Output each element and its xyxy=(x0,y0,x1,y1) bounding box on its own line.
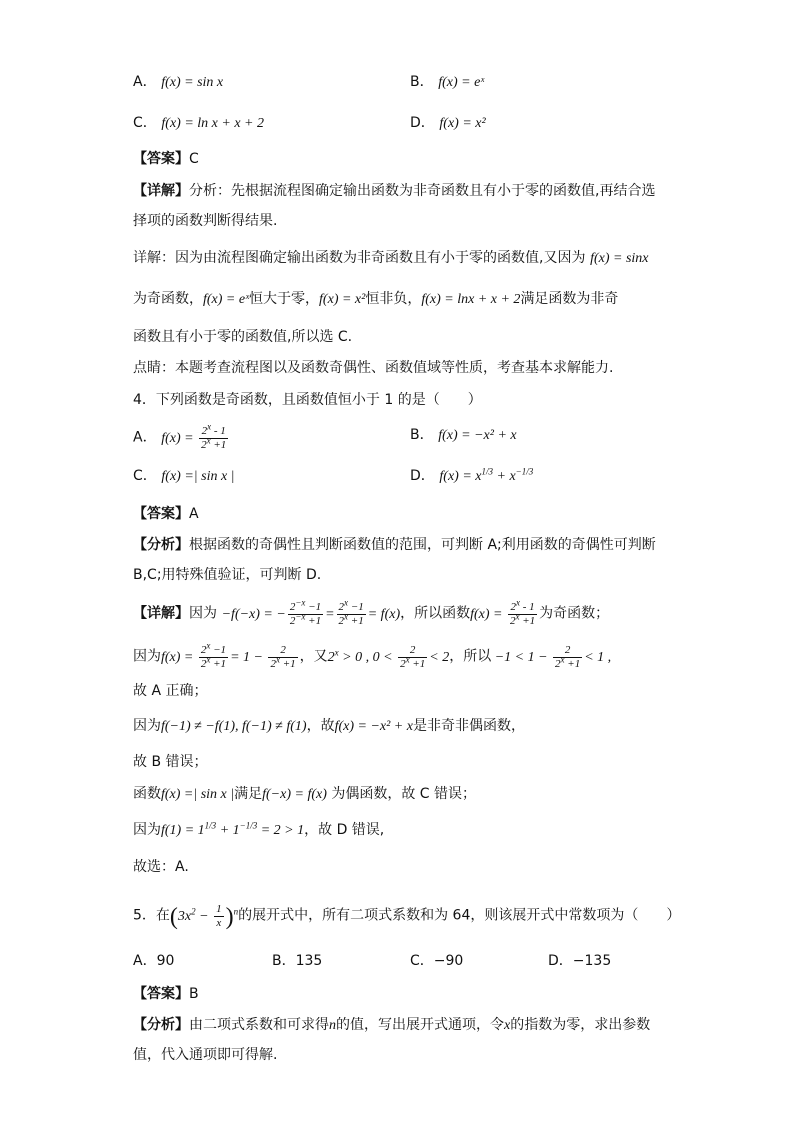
q4-option-d-expr: $f(x) = x^{1/3} + x^{-1/3}$ xyxy=(439,466,534,484)
q5-analysis-line1: 【分析】由二项式系数和可求得n的值，写出展开式通项，令x的指数为零，求出参数 xyxy=(133,1017,651,1033)
q3-option-b-expr: f(x) = eˣ xyxy=(438,75,485,90)
q3-option-d-expr: f(x) = x² xyxy=(439,116,486,131)
q4-detail-line3: 故 A 正确； xyxy=(133,683,208,699)
q4-analysis-line2: B,C;用特殊值验证，可判断 D. xyxy=(133,567,322,583)
q4-option-a: A． f(x) = $\frac{2^x - 1}{2^x +1}$ xyxy=(133,425,230,452)
q3-option-c: C． f(x) = ln x + x + 2 xyxy=(133,115,264,131)
q3-detail-line6: 点睛：本题考查流程图以及函数奇偶性、函数值域等性质，考查基本求解能力. xyxy=(133,360,614,376)
q3-option-a-expr: f(x) = sin x xyxy=(161,75,224,90)
q4-detail-line1: 【详解】因为 −f(−x) = − $\frac{2^{-x} -1}{2^{-x} +1}$ = $\frac{2^x -1}{2^x +1}$ = f(x)，所以函数f(x) = $\frac{2^x - 1}{2^x +1}$ 为奇函数； xyxy=(133,597,610,627)
q4-option-c-expr: f(x) =| sin x | xyxy=(161,469,235,484)
q4-stem: 4．下列函数是奇函数，且函数值恒小于 1 的是（ ） xyxy=(133,392,482,408)
q4-option-d: D． $f(x) = x^{1/3} + x^{-1/3}$ xyxy=(410,466,534,484)
q4-detail-line7: 因为$f(1) = 1^{1/3} + 1^{-1/3} = 2 > 1$，故 D 错误, xyxy=(133,820,385,838)
q4-detail-line2: 因为f(x) = $\frac{2^x -1}{2^x +1}$ = 1 − $\frac{2}{2^x +1}$ ，又$2^x > 0$ , 0 < $\frac{2}{2^x +1}$ < 2，所以 −1 < 1 − $\frac{2}{2^x +1}$ < 1 , xyxy=(133,640,612,670)
q4-detail-line5: 故 B 错误； xyxy=(133,754,208,770)
q4-option-c: C． f(x) =| sin x | xyxy=(133,468,235,484)
q5-option-c: C．−90 xyxy=(410,953,464,969)
q4-answer: 【答案】A xyxy=(133,506,199,522)
q4-detail-line6: 函数f(x) =| sin x |满足f(−x) = f(x) 为偶函数，故 C 错误； xyxy=(133,786,477,802)
q5-option-a: A．90 xyxy=(133,953,175,969)
q3-detail-line3: 详解：因为由流程图确定输出函数为非奇函数且有小于零的函数值,又因为 f(x) = sinx xyxy=(133,250,649,266)
q4-option-b: B． f(x) = −x² + x xyxy=(410,427,517,443)
q5-analysis-line2: 值，代入通项即可得解. xyxy=(133,1047,278,1063)
q3-option-d: D． f(x) = x² xyxy=(410,115,486,131)
q3-detail-line4: 为奇函数，f(x) = eˣ恒大于零，f(x) = x²恒非负，f(x) = lnx + x + 2满足函数为非奇 xyxy=(133,291,619,307)
q4-detail-line8: 故选：A. xyxy=(133,859,189,875)
q5-option-d: D．−135 xyxy=(548,953,612,969)
q5-answer: 【答案】B xyxy=(133,986,199,1002)
q3-detail-line2: 择项的函数判断得结果. xyxy=(133,213,278,229)
q3-detail-line5: 函数且有小于零的函数值,所以选 C. xyxy=(133,329,353,345)
q4-option-a-expr: f(x) = $\frac{2^x - 1}{2^x +1}$ xyxy=(161,421,227,451)
q5-stem: 5．在($3x^2$ − $\frac{1}{x}$ )$^n$的展开式中，所有二项式系数和为 64，则该展开式中常数项为（ ） xyxy=(133,903,681,930)
q3-option-c-expr: f(x) = ln x + x + 2 xyxy=(161,116,264,131)
q3-option-a: A． f(x) = sin x xyxy=(133,74,224,90)
q4-analysis-line1: 【分析】根据函数的奇偶性且判断函数值的范围，可判断 A;利用函数的奇偶性可判断 xyxy=(133,537,656,553)
q4-option-b-expr: f(x) = −x² + x xyxy=(438,428,517,443)
q4-detail-line4: 因为f(−1) ≠ −f(1), f(−1) ≠ f(1)，故f(x) = −x² + x是非奇非偶函数， xyxy=(133,718,525,734)
q3-option-b: B． f(x) = eˣ xyxy=(410,74,485,90)
q3-detail-line1: 【详解】分析：先根据流程图确定输出函数为非奇函数且有小于零的函数值,再结合选 xyxy=(133,183,656,199)
q5-option-b: B．135 xyxy=(272,953,323,969)
q3-answer: 【答案】C xyxy=(133,151,199,167)
